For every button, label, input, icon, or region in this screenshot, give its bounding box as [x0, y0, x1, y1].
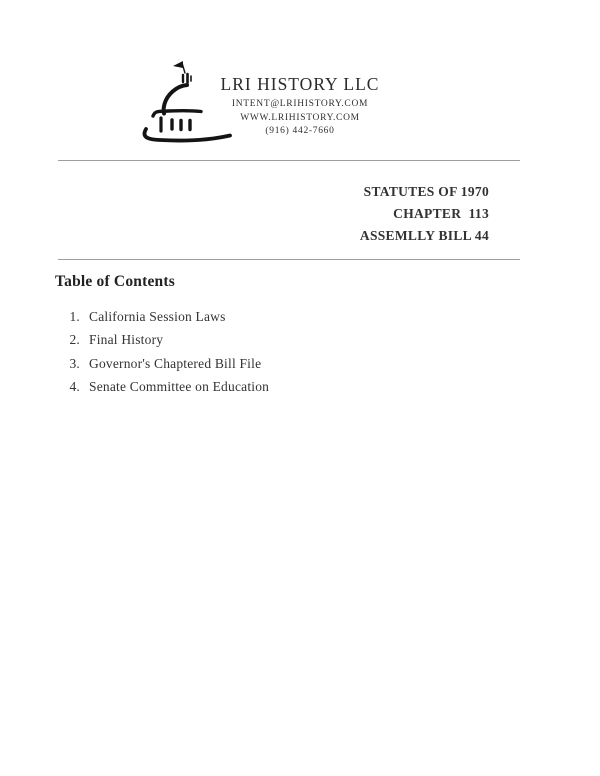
toc-item-label: Final History	[89, 332, 164, 348]
company-email: INTENT@LRIHISTORY.COM	[231, 99, 369, 109]
toc-item	[62, 329, 269, 353]
toc-item-number: 4.	[69, 379, 80, 395]
assembly-bill-line: ASSEMLLY BILL 44	[359, 227, 489, 243]
divider-top	[58, 160, 520, 161]
toc-item-label: Senate Committee on Education	[89, 379, 270, 395]
divider-bottom	[58, 259, 520, 260]
toc-item-number: 2.	[69, 332, 80, 348]
company-website: WWW.LRIHISTORY.COM	[240, 113, 360, 123]
toc-item	[62, 376, 269, 400]
toc-title: Table of Contents	[55, 273, 175, 290]
chapter-line: CHAPTER 113	[393, 205, 489, 221]
logo-flag	[173, 61, 183, 68]
toc-item-label: California Session Laws	[89, 308, 226, 324]
toc-item-number: 1.	[69, 308, 80, 324]
statutes-year-line: STATUTES OF 1970	[363, 184, 489, 199]
company-phone: (916) 442-7660	[265, 126, 335, 136]
toc-list	[62, 305, 269, 399]
toc-item-number: 3.	[69, 355, 80, 371]
company-name: LRI HISTORY LLC	[220, 74, 380, 94]
toc-item	[62, 352, 269, 376]
toc-item	[62, 305, 269, 329]
statute-reference-block	[360, 181, 489, 246]
toc-item-label: Governor's Chaptered Bill File	[89, 355, 262, 371]
